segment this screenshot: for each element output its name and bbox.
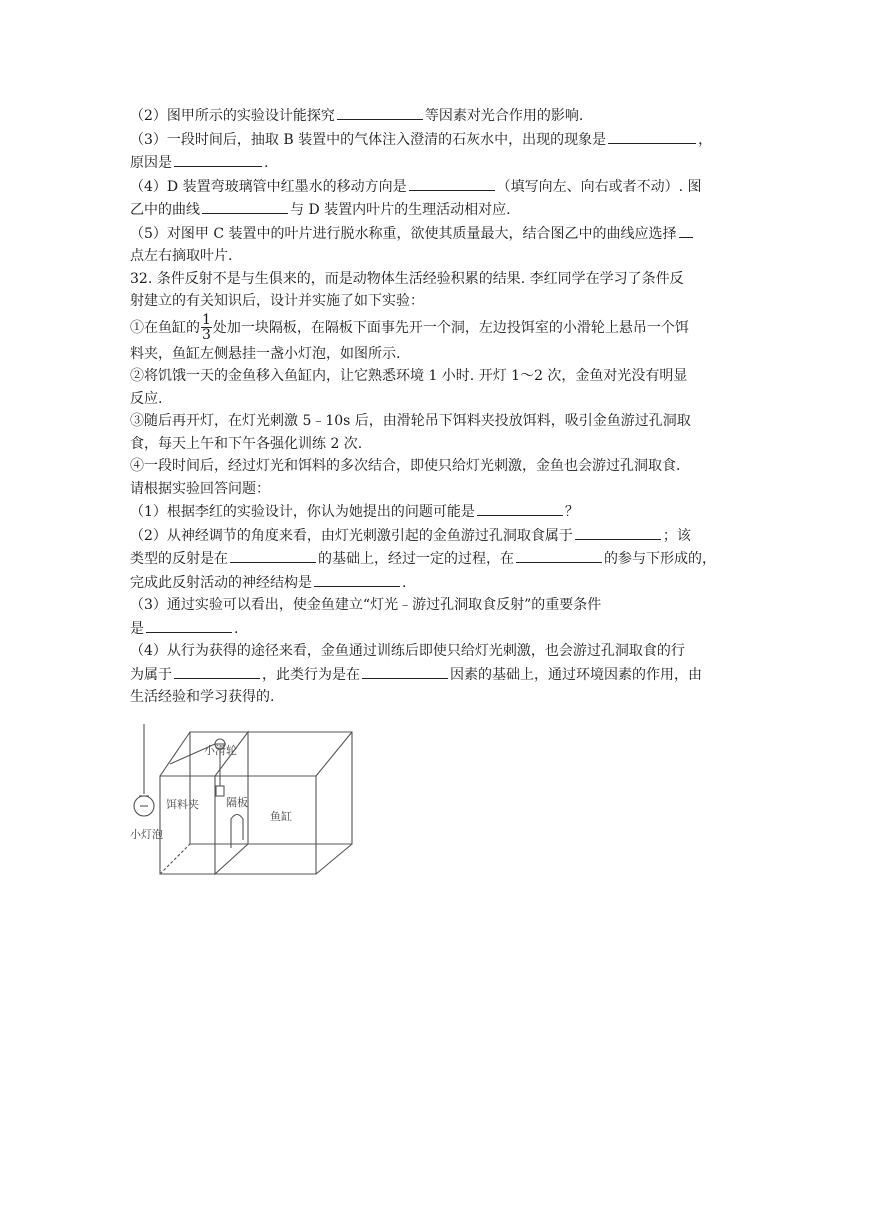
q32-step4-cont [130, 478, 740, 501]
q32-step1 [130, 313, 740, 343]
q32-step2 [130, 365, 740, 388]
q32-answer4 [130, 640, 740, 663]
text: ①在鱼缸的 [130, 319, 200, 336]
q32-step4 [130, 455, 740, 478]
text: 料夹，鱼缸左侧悬挂一盏小灯泡，如图所示. [130, 345, 401, 362]
bait-clip [216, 786, 224, 796]
answer-blank[interactable] [146, 617, 232, 633]
answer-blank[interactable] [230, 547, 316, 563]
text: ④一段时间后，经过灯光和饵料的多次结合，即使只给灯光刺激，金鱼也会游过孔洞取食. [130, 458, 681, 474]
text: 是 [130, 620, 144, 637]
fish-tank-diagram [130, 724, 356, 876]
q31-part4 [130, 175, 740, 199]
text: （填写向左、向右或者不动）. 图 [496, 178, 702, 195]
text: 类型的反射是在 [130, 551, 228, 567]
text: 原因是 [130, 155, 172, 171]
text: （5）对图甲 C 装置中的叶片进行脱水称重，欲使其质量最大，结合图乙中的曲线应选择 [130, 225, 677, 242]
text: . [264, 155, 269, 171]
text: 请根据实验回答问题： [130, 480, 270, 497]
q32-answer2-cont [130, 547, 740, 571]
text: （4）从行为获得的途径来看，金鱼通过训练后即使只给灯光刺激，也会游过孔洞取食的行 [130, 643, 685, 659]
text: （2）图甲所示的实验设计能探究 [130, 108, 335, 124]
q32-intro-cont [130, 290, 740, 313]
answer-blank[interactable] [174, 151, 262, 167]
q31-part4-cont [130, 198, 740, 222]
text: 射建立的有关知识后，设计并实施了如下实验： [130, 293, 424, 309]
q32-intro [130, 268, 740, 291]
q32-answer3 [130, 594, 740, 617]
text: . [402, 574, 407, 591]
text: 处加一块隔板，在隔板下面事先开一个洞，左边投饵室的小滑轮上悬吊一个饵 [212, 319, 689, 336]
answer-blank[interactable] [337, 104, 423, 120]
q32-step3 [130, 410, 740, 433]
text: ②将饥饿一天的金鱼移入鱼缸内，让它熟悉环境 1 小时. 开灯 1～2 次，金鱼对光没有明显 [130, 368, 688, 384]
q31-part3 [130, 128, 740, 152]
text: 32. 条件反射不是与生俱来的，而是动物体生活经验积累的结果. 李红同学在学习了条件反 [130, 270, 684, 287]
q32-step1-cont [130, 343, 740, 366]
answer-blank[interactable] [608, 128, 696, 144]
text: 乙中的曲线 [130, 202, 200, 218]
text: （3）一段时间后，抽取 B 装置中的气体注入澄清的石灰水中，出现的现象是 [130, 131, 607, 148]
fraction-numerator: 1 [202, 312, 211, 328]
answer-blank[interactable] [174, 663, 260, 679]
text: . [234, 620, 239, 637]
fraction-one-third [201, 313, 212, 342]
answer-blank[interactable] [679, 222, 693, 238]
tank-label: 鱼缸 [270, 810, 292, 823]
q32-step2-cont [130, 388, 740, 411]
text: 因素的基础上，通过环境因素的作用，由 [450, 666, 702, 683]
worksheet-text [130, 104, 740, 709]
text: 等因素对光合作用的影响. [424, 108, 584, 124]
q31-part3-cont [130, 151, 740, 175]
text: 的参与下形成的， [604, 551, 716, 567]
text: 生活经验和学习获得的. [130, 689, 275, 705]
q32-answer1 [130, 500, 740, 524]
text: （1）根据李红的实验设计，你认为她提出的问题可能是 [130, 504, 475, 520]
q32-answer3-cont [130, 617, 740, 641]
partition-label: 隔板 [226, 796, 248, 809]
text: （3）通过实验可以看出，使金鱼建立“灯光﹣游过孔洞取食反射”的重要条件 [130, 597, 602, 613]
partition-hole [231, 815, 243, 849]
answer-blank[interactable] [516, 547, 602, 563]
bulb-label: 小灯泡 [130, 828, 163, 841]
text: 反应. [130, 390, 163, 407]
answer-blank[interactable] [409, 175, 495, 191]
q31-part5 [130, 222, 740, 246]
fraction-denominator: 3 [202, 327, 211, 343]
text: ；该 [662, 527, 691, 544]
text: ， [698, 131, 713, 148]
tank-front-face [160, 776, 316, 874]
pulley-label: 小滑轮 [204, 744, 237, 757]
answer-blank[interactable] [314, 571, 400, 587]
q32-answer2-cont2 [130, 571, 740, 595]
text: 食，每天上午和下午各强化训练 2 次. [130, 435, 363, 452]
text: 点左右摘取叶片. [130, 248, 233, 264]
text: ？ [564, 504, 579, 520]
fish-tank-figure [130, 724, 356, 876]
text: ，此类行为是在 [262, 666, 360, 683]
q32-answer2 [130, 524, 740, 548]
answer-blank[interactable] [477, 500, 563, 516]
text: 完成此反射活动的神经结构是 [130, 574, 312, 591]
text: 的基础上，经过一定的过程，在 [318, 551, 514, 567]
text: （4）D 装置弯玻璃管中红墨水的移动方向是 [130, 178, 407, 195]
answer-blank[interactable] [575, 524, 661, 540]
text: 为属于 [130, 666, 172, 683]
q32-answer4-cont2 [130, 686, 740, 709]
text: 与 D 装置内叶片的生理活动相对应. [290, 202, 511, 218]
q31-part5-cont [130, 245, 740, 268]
bait-clip-label: 饵料夹 [166, 798, 199, 811]
q32-answer4-cont [130, 663, 740, 687]
q31-part2 [130, 104, 740, 128]
text: ③随后再开灯，在灯光刺激 5﹣10s 后，由滑轮吊下饵料夹投放饵料，吸引金鱼游过孔洞取 [130, 413, 691, 429]
answer-blank[interactable] [202, 198, 288, 214]
answer-blank[interactable] [362, 663, 448, 679]
text: （2）从神经调节的角度来看，由灯光刺激引起的金鱼游过孔洞取食属于 [130, 527, 573, 544]
q32-step3-cont [130, 433, 740, 456]
